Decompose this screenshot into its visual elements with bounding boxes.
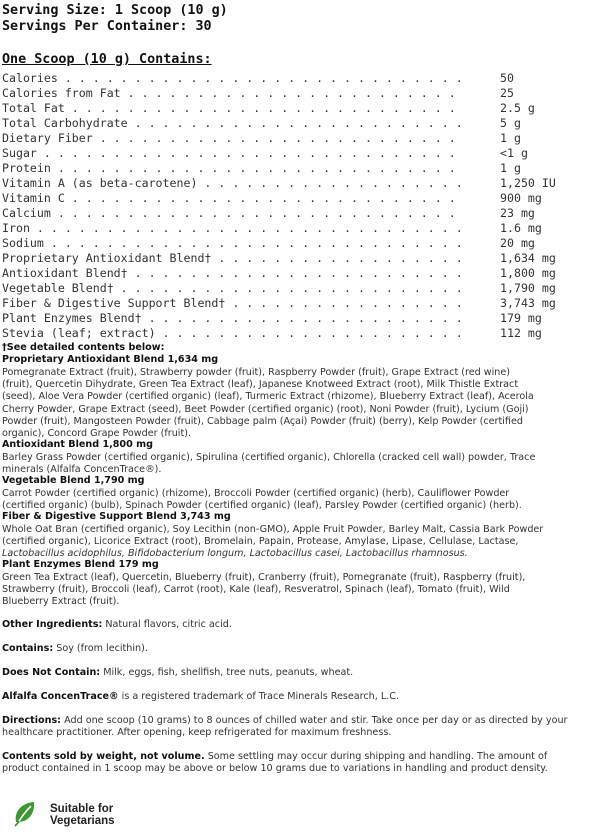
contains-label: Contains:	[2, 643, 54, 654]
blend-line: Barley Grass Powder (certified organic), Spirulina (certified organic), Chlorella (cracked cell wall) powder, Trace	[2, 452, 536, 463]
blend-title: Antioxidant Blend 1,800 mg	[2, 439, 153, 450]
nutrient-label: Dietary Fiber . . . . . . . . . . . . . . . . . . . . . . . . . .	[2, 131, 463, 145]
nutrient-value: 112 mg	[500, 326, 542, 340]
vegetarian-line-1: Suitable for	[50, 803, 114, 815]
nutrient-value: 900 mg	[500, 191, 542, 205]
blend-line: (certified organic), Licorice Extract (root), Bromelain, Papain, Protease, Amylase, Lipase, Cellulase, Lactase,	[2, 536, 519, 548]
nutrient-label: Stevia (leaf; extract) . . . . . . . . . . . . . . . . . . . . . .	[2, 326, 463, 340]
nutrient-label: Plant Enzymes Blend† . . . . . . . . . . . . . . . . . . . . . . .	[2, 311, 463, 325]
serving-size: Serving Size: 1 Scoop (10 g)	[2, 3, 228, 18]
blend-title: Plant Enzymes Blend 179 mg	[2, 559, 159, 570]
nutrient-value: 1,634 mg	[500, 251, 556, 265]
trademark-note	[2, 691, 576, 703]
vegetarian-badge	[13, 800, 123, 828]
weight-note	[2, 751, 576, 775]
nutrient-label: Calories from Fat . . . . . . . . . . . . . . . . . . . . . . . .	[2, 86, 463, 100]
blend-line: (certified organic) (bulb), Spinach Powder (certified organic) (leaf), Parsley Powder (certified organic) (herb).	[2, 500, 522, 512]
trademark-label: Alfalfa ConcenTrace®	[2, 691, 119, 702]
nutrient-label: Vitamin C . . . . . . . . . . . . . . . . . . . . . . . . . . . .	[2, 191, 463, 205]
green-leaf-icon	[13, 800, 37, 828]
blend-line-italic: Lactobacillus acidophilus, Bifidobacterium longum, Lactobacillus casei, Lactobacillus rhamnosus.	[2, 548, 468, 560]
does-not-contain-text: Milk, eggs, fish, shellfish, tree nuts, peanuts, wheat.	[100, 667, 354, 678]
nutrient-label: Total Fat . . . . . . . . . . . . . . . . . . . . . . . . . . . .	[2, 101, 463, 115]
nutrient-value: 3,743 mg	[500, 296, 556, 310]
blend-line: Carrot Powder (certified organic) (rhizome), Broccoli Powder (certified organic) (herb), Cauliflower Powder	[2, 488, 510, 499]
nutrient-value: 1,800 mg	[500, 266, 556, 280]
blend-line: organic), Concord Grape Powder (fruit).	[2, 428, 191, 440]
nutrient-label: Proprietary Antioxidant Blend† . . . . . . . . . . . . . . . . . .	[2, 251, 463, 265]
nutrient-label: Antioxidant Blend† . . . . . . . . . . . . . . . . . . . . . . . .	[2, 266, 463, 280]
nutrient-value: 50	[500, 71, 514, 85]
blend-line: (fruit), Quercetin Dihydrate, Green Tea Extract (leaf), Japanese Knotweed Extract (root), Milk Thistle Extract	[2, 379, 519, 391]
nutrient-label: Total Carbohydrate . . . . . . . . . . . . . . . . . . . . . . . .	[2, 116, 463, 130]
nutrient-label: Vitamin A (as beta-carotene) . . . . . . . . . . . . . . . . . . .	[2, 176, 463, 190]
blend-line: (seed), Aloe Vera Powder (certified organic) (leaf), Turmeric Extract (rhizome), Blueberry Extract (leaf), Acerola	[2, 391, 534, 403]
nutrient-label: Sodium . . . . . . . . . . . . . . . . . . . . . . . . . . . . . .	[2, 236, 463, 250]
nutrient-label: Sugar . . . . . . . . . . . . . . . . . . . . . . . . . . . . . .	[2, 146, 463, 160]
other-ingredients-label: Other Ingredients:	[2, 619, 103, 630]
nutrient-value: <1 g	[500, 146, 528, 160]
nutrient-label: Vegetable Blend† . . . . . . . . . . . . . . . . . . . . . . . . .	[2, 281, 463, 295]
blend-line: Powder (fruit), Mangosteen Powder (fruit), Cabbage palm (Açai) Powder (fruit) (berry), Kelp Powder (certified	[2, 415, 523, 427]
other-ingredients	[2, 619, 576, 631]
blend-line: Pomegranate Extract (fruit), Strawberry powder (fruit), Raspberry Powder (fruit), Grape Extract (red wine)	[2, 367, 511, 378]
trademark-text: is a registered trademark of Trace Minerals Research, L.C.	[118, 691, 399, 702]
nutrient-value: 25	[500, 86, 514, 100]
blend-line: Green Tea Extract (leaf), Quercetin, Blueberry (fruit), Cranberry (fruit), Pomegranate (fruit), Raspberry (fruit),	[2, 572, 526, 583]
nutrient-label: Calories . . . . . . . . . . . . . . . . . . . . . . . . . . . . .	[2, 71, 463, 85]
blend-line: Blueberry Extract (fruit).	[2, 596, 120, 608]
blend-contents	[2, 572, 576, 609]
contains-statement	[2, 643, 576, 655]
blend-title: Fiber & Digestive Support Blend 3,743 mg	[2, 511, 231, 522]
blend-title: Vegetable Blend 1,790 mg	[2, 475, 145, 486]
directions-text: Add one scoop (10 grams) to 8 ounces of chilled water and stir. Take once per day or as directed by your healthcare practitioner. After opening, keep refrigerated for maximum freshness.	[2, 715, 568, 739]
blend-line: minerals (Alfalfa ConcenTrace®).	[2, 464, 162, 476]
nutrient-value: 179 mg	[500, 311, 542, 325]
other-ingredients-text: Natural flavors, citric acid.	[102, 619, 232, 630]
blend-line: Whole Oat Bran (certified organic), Soy Lecithin (non-GMO), Apple Fruit Powder, Barley Malt, Cassia Bark Powder	[2, 524, 544, 535]
directions	[2, 715, 576, 739]
weight-note-label: Contents sold by weight, not volume.	[2, 751, 205, 762]
does-not-contain	[2, 667, 576, 679]
contains-heading: One Scoop (10 g) Contains:	[2, 52, 212, 67]
nutrient-label: Calcium . . . . . . . . . . . . . . . . . . . . . . . . . . . . .	[2, 206, 463, 220]
nutrient-label: Fiber & Digestive Support Blend† . . . . . . . . . . . . . . . . .	[2, 296, 463, 310]
blend-contents	[2, 524, 576, 561]
servings-per-container: Servings Per Container: 30	[2, 19, 212, 34]
nutrient-value: 1 g	[500, 161, 521, 175]
nutrient-value: 20 mg	[500, 236, 535, 250]
contains-text: Soy (from lecithin).	[53, 643, 148, 654]
blend-line: Strawberry (fruit), Broccoli (leaf), Carrot (root), Kale (leaf), Resveratrol, Spinach (leaf), Tomato (fruit), Wild	[2, 584, 510, 596]
blend-title: Proprietary Antioxidant Blend 1,634 mg	[2, 354, 219, 365]
nutrient-value: 1,250 IU	[500, 176, 556, 190]
nutrient-value: 1.6 mg	[500, 221, 542, 235]
blend-contents	[2, 488, 576, 512]
weight-note-text: Some settling may occur during shipping and handling. The amount of product contained in 1 scoop may be above or below 10 grams due to variations in handling and product density.	[2, 751, 548, 775]
vegetarian-line-2: Vegetarians	[50, 815, 115, 827]
see-below-note: †See detailed contents below:	[2, 342, 165, 353]
nutrient-label: Iron . . . . . . . . . . . . . . . . . . . . . . . . . . . . . . .	[2, 221, 463, 235]
blend-contents	[2, 367, 576, 440]
nutrient-value: 5 g	[500, 116, 521, 130]
blend-contents	[2, 452, 576, 476]
blend-line: Cherry Powder, Grape Extract (seed), Beet Powder (certified organic) (root), Noni Powder (fruit), Lycium (Goji)	[2, 403, 529, 415]
nutrient-value: 2.5 g	[500, 101, 535, 115]
directions-label: Directions:	[2, 715, 62, 726]
nutrient-value: 23 mg	[500, 206, 535, 220]
nutrient-value: 1 g	[500, 131, 521, 145]
nutrient-value: 1,790 mg	[500, 281, 556, 295]
does-not-contain-label: Does Not Contain:	[2, 667, 101, 678]
nutrient-label: Protein . . . . . . . . . . . . . . . . . . . . . . . . . . . . .	[2, 161, 463, 175]
